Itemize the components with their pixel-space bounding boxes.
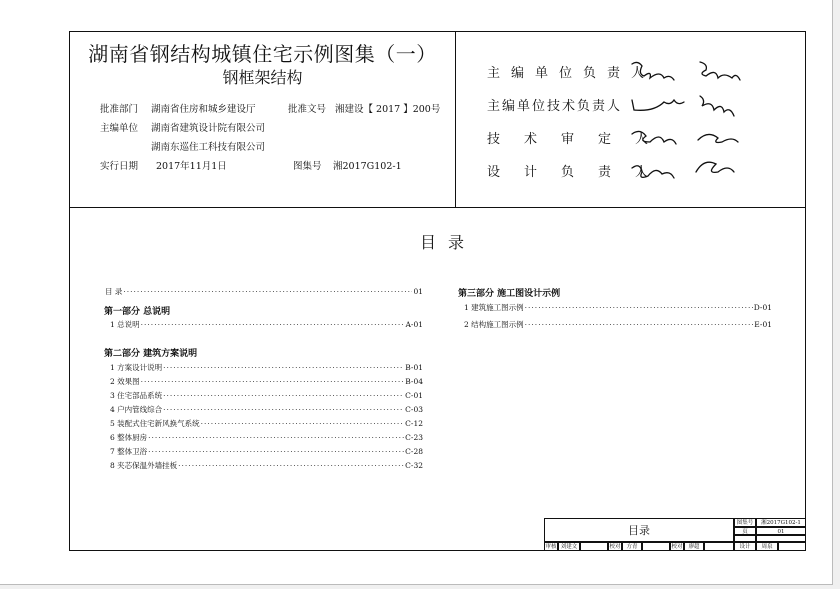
signature-2b: [700, 96, 734, 116]
resp-label-tech-head: 主编单位技术负责人: [487, 99, 623, 114]
tb-proof-label: 校对: [671, 544, 683, 550]
tb-proof-signature: [704, 542, 734, 551]
tb-review-name: 刘建文: [558, 542, 580, 551]
toc-entry[interactable]: 6 整体厨房 ····· C-23: [110, 432, 423, 443]
date-label: 实行日期: [100, 161, 139, 172]
tb-design-signature: [778, 542, 806, 551]
tb-page-label: 页: [734, 527, 756, 535]
approval-dept-label: 批准部门: [100, 104, 139, 115]
atlas-subtitle: 钢框架结构: [222, 68, 303, 87]
resp-label-design-head: 设计负责人: [487, 165, 673, 180]
signature-1a: [632, 62, 674, 80]
editor-label: 主编单位: [100, 123, 139, 134]
effective-date: 2017年11月1日: [156, 161, 227, 172]
toc-entry[interactable]: 1 方案设计说明 ····· B-01: [110, 362, 423, 373]
editor-unit-1: 湖南省建筑设计院有限公司: [151, 123, 266, 134]
toc-entry[interactable]: 3 住宅部品系统 ····· C-01: [110, 390, 423, 401]
part3-title: 第三部分 施工图设计示例: [458, 289, 561, 299]
approval-dept: 湖南省住房和城乡建设厅: [151, 104, 256, 115]
part1-title: 第一部分 总说明: [104, 307, 171, 317]
toc-entry[interactable]: 2 结构施工图示例 ····· E-01: [464, 319, 772, 330]
signature-4a: [632, 166, 674, 178]
tb-atlas-value: 湘2017G102-1: [756, 518, 806, 527]
signature-1b: [700, 62, 740, 80]
toc-entry[interactable]: 5 装配式住宅新风换气系统 ····· C-12: [110, 418, 423, 429]
tb-blank-2: [756, 535, 806, 542]
toc-entry[interactable]: 2 效果图 ····· B-04: [110, 376, 423, 387]
title-block: [544, 518, 806, 551]
toc-entry[interactable]: 7 整体卫浴 ····· C-28: [110, 446, 423, 457]
title-block-name: 目录: [544, 518, 734, 542]
signature-3b: [698, 134, 738, 142]
part2-title: 第二部分 建筑方案说明: [104, 349, 198, 359]
approval-doc: 湘建设【 2017 】200号: [335, 104, 441, 115]
header-vertical-divider: [455, 31, 456, 207]
atlas-number: 湘2017G102-1: [333, 161, 402, 172]
tb-check-label: 校对: [609, 544, 621, 550]
signatures-group: [628, 56, 768, 191]
tb-atlas-label: 图集号: [734, 518, 756, 527]
tb-check-signature: [642, 542, 670, 551]
resp-label-tech-review: 技术审定人: [487, 132, 673, 147]
toc-entry[interactable]: 4 户内管线综合 ····· C-03: [110, 404, 423, 415]
header-divider: [69, 207, 806, 208]
toc-entry-contents[interactable]: 目 录 ····· 01: [105, 286, 423, 297]
editor-unit-2: 湖南东巡住工科技有限公司: [151, 142, 266, 153]
signature-2a: [632, 100, 684, 110]
resp-label-editor-head: 主编单位负责人: [487, 66, 656, 81]
tb-design-label: 设计: [734, 542, 756, 551]
tb-check-name: 方青: [622, 542, 642, 551]
toc-entry[interactable]: 1 建筑施工图示例 ····· D-01: [464, 302, 772, 313]
atlas-title: 湖南省钢结构城镇住宅示例图集（一）: [88, 42, 437, 66]
atlas-number-label: 图集号: [293, 161, 322, 172]
toc-entry[interactable]: 1 总说明 ····· A-01: [110, 319, 423, 330]
tb-blank-1: [734, 535, 756, 542]
signature-4b: [696, 162, 734, 172]
signature-3a: [632, 131, 676, 144]
tb-review-signature: [580, 542, 608, 551]
toc-entry[interactable]: 8 夹芯保温外墙挂板 ····· C-32: [110, 460, 423, 471]
tb-design-name: 周泉: [756, 542, 778, 551]
approval-doc-label: 批准文号: [288, 104, 327, 115]
tb-review-label: 审核: [545, 544, 557, 550]
tb-page-value: 01: [756, 527, 806, 535]
tb-proof-name: 廖超: [684, 542, 704, 551]
toc-heading: 目录: [420, 233, 477, 252]
